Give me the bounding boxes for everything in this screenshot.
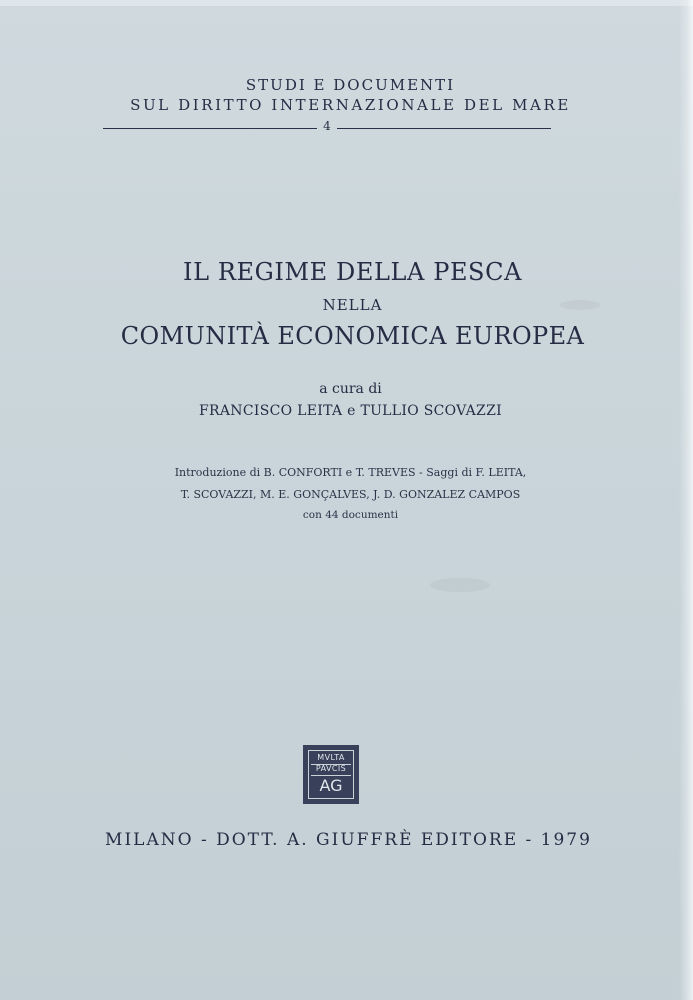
series-rule-left	[103, 128, 317, 129]
book-title-line-1: IL REGIME DELLA PESCA	[182, 258, 522, 286]
series-rule-right	[337, 128, 551, 129]
introduction-line-3: con 44 documenti	[302, 509, 399, 521]
book-title-line-3: COMUNITÀ ECONOMICA EUROPEA	[120, 322, 585, 350]
series-subtitle: SUL DIRITTO INTERNAZIONALE DEL MARE	[130, 96, 571, 114]
book-title-line-2: NELLA	[322, 296, 383, 314]
publisher-imprint: MILANO - DOTT. A. GIUFFRÈ EDITORE - 1979	[105, 830, 592, 850]
publisher-logo-initials: AG	[319, 776, 343, 795]
publisher-logo-motto-1: MVLTA	[317, 753, 345, 762]
editors-label: a cura di	[319, 381, 382, 397]
editors-names: FRANCISCO LEITA e TULLIO SCOVAZZI	[199, 403, 502, 419]
paper-stain	[430, 578, 490, 592]
series-title: STUDI E DOCUMENTI	[245, 76, 456, 94]
introduction-line-2: T. SCOVAZZI, M. E. GONÇALVES, J. D. GONZALEZ CAMPOS	[180, 488, 521, 501]
publisher-logo	[303, 745, 359, 804]
publisher-logo-motto-2: PAVCIS	[315, 764, 347, 773]
series-number: 4	[323, 119, 331, 133]
cover-top-edge	[0, 0, 693, 6]
introduction-line-1: Introduzione di B. CONFORTI e T. TREVES - Saggi di F. LEITA,	[174, 466, 527, 479]
